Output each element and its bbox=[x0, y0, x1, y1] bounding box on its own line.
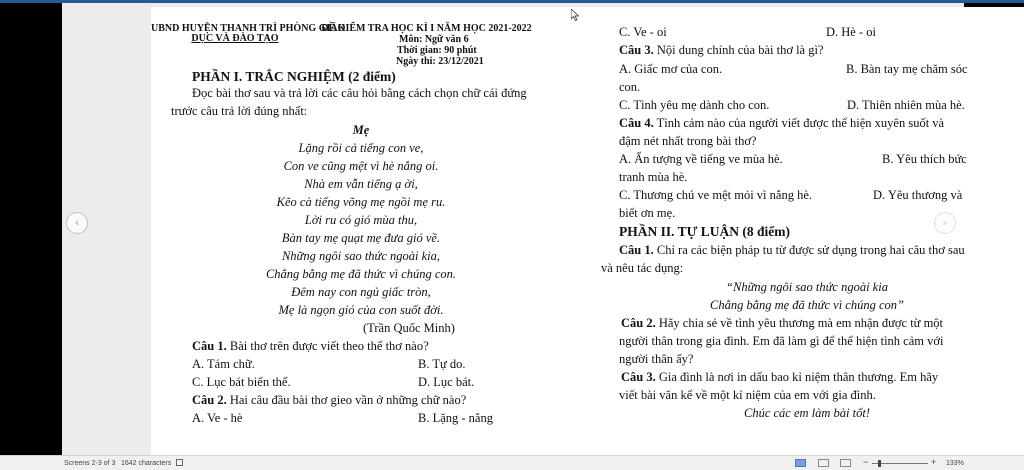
essay-3-text: Gia đình là nơi in dấu bao kỉ niệm thân thương. Em hãy bbox=[655, 370, 939, 384]
poem-line: Bàn tay mẹ quạt mẹ đưa gió về. bbox=[281, 231, 441, 245]
q3-option-d: D. Thiên nhiên mùa hè. bbox=[847, 98, 965, 112]
print-layout-icon[interactable] bbox=[818, 459, 829, 467]
q1-option-a: A. Tám chữ. bbox=[192, 357, 255, 371]
essay-3-cont: viết bài văn kể về một kỉ niệm của em với gia đình. bbox=[619, 388, 876, 402]
q4-option-c: C. Thương chú ve mệt mỏi vì nắng hè. bbox=[619, 188, 812, 202]
status-bar bbox=[0, 455, 1024, 470]
poem-line: Lặng rồi cả tiếng con ve, bbox=[298, 141, 424, 155]
mouse-cursor-icon bbox=[571, 9, 579, 21]
question-4-cont: đậm nét nhất trong bài thơ? bbox=[619, 134, 757, 148]
question-3-label: Câu 3. bbox=[619, 43, 654, 57]
poem-line: Những ngôi sao thức ngoài kia, bbox=[281, 249, 441, 263]
character-count: 1642 characters bbox=[121, 460, 172, 467]
q2-option-b: B. Lặng - nắng bbox=[418, 411, 493, 425]
poem-line: Lời ru có gió mùa thu, bbox=[304, 213, 418, 227]
header-duration: Thời gian: 90 phút bbox=[397, 45, 477, 56]
essay-1-quote-line2: Chẳng bằng mẹ đã thức vì chúng con” bbox=[710, 298, 904, 312]
proofing-icon[interactable] bbox=[176, 459, 183, 466]
essay-2 bbox=[621, 317, 943, 330]
question-3-text: Nội dung chính của bài thơ là gì? bbox=[653, 43, 824, 57]
question-3 bbox=[619, 44, 824, 57]
chevron-left-icon: ‹ bbox=[74, 216, 80, 229]
zoom-level[interactable]: 133% bbox=[946, 460, 964, 467]
question-2-text: Hai câu đầu bài thơ gieo vần ở những chữ nào? bbox=[226, 393, 467, 407]
essay-2-cont2: người thân ấy? bbox=[619, 352, 694, 366]
essay-1-cont: và nêu tác dụng: bbox=[601, 261, 684, 275]
zoom-slider-thumb[interactable] bbox=[878, 460, 881, 467]
question-1-label: Câu 1. bbox=[192, 339, 227, 353]
section2-heading: PHẦN II. TỰ LUẬN (8 điểm) bbox=[619, 224, 790, 239]
q1-option-b: B. Tự do. bbox=[418, 357, 466, 371]
poem-title: Mẹ bbox=[352, 123, 370, 137]
essay-1-label: Câu 1. bbox=[619, 243, 654, 257]
q3-option-c: C. Tình yêu mẹ dành cho con. bbox=[619, 98, 770, 112]
web-layout-icon[interactable] bbox=[840, 459, 851, 467]
q4-option-b: B. Yêu thích bức bbox=[882, 152, 967, 166]
document-page bbox=[151, 7, 1024, 457]
q3-option-b-cont: con. bbox=[619, 80, 641, 94]
poem-line: Nhà em vẫn tiếng ạ ời, bbox=[304, 177, 418, 191]
screen-count: Screens 2-3 of 3 bbox=[64, 460, 116, 467]
chevron-right-icon: › bbox=[942, 216, 948, 229]
question-1-text: Bài thơ trên được viết theo thể thơ nào? bbox=[226, 339, 429, 353]
header-school-line2: DỤC VÀ ĐÀO TẠO bbox=[191, 33, 279, 44]
q1-option-d: D. Lục bát. bbox=[418, 375, 475, 389]
instruction-line1: Đọc bài thơ sau và trả lời các câu hỏi bằng cách chọn chữ cái đứng bbox=[192, 86, 527, 100]
poem-line: Mẹ là ngọn gió của con suốt đời. bbox=[278, 303, 444, 317]
essay-3-label: Câu 3. bbox=[621, 370, 656, 384]
question-4-text: Tình cảm nào của người viết được thể hiện xuyên suốt và bbox=[653, 116, 945, 130]
zoom-in-button[interactable]: + bbox=[931, 457, 937, 467]
essay-3 bbox=[621, 371, 938, 384]
q4-option-d-cont: biết ơn mẹ. bbox=[619, 206, 676, 220]
poem-line: Con ve cũng mệt vì hè nắng oi. bbox=[283, 159, 439, 173]
question-2 bbox=[192, 394, 466, 407]
question-4 bbox=[619, 117, 944, 130]
essay-1-text: Chỉ ra các biện pháp tu từ được sử dụng trong hai câu thơ sau bbox=[653, 243, 965, 257]
closing-wish: Chúc các em làm bài tốt! bbox=[743, 406, 870, 420]
read-mode-icon[interactable] bbox=[795, 459, 806, 467]
essay-2-cont1: người thân trong gia đình. Em đã làm gì để thể hiện tình cảm với bbox=[619, 334, 944, 348]
poem-line: Chẳng bằng mẹ đã thức vì chúng con. bbox=[265, 267, 457, 281]
header-school-line1: UBND HUYỆN THANH TRÌ PHÒNG GIÁO bbox=[151, 23, 346, 34]
question-1 bbox=[192, 340, 429, 353]
header-subject: Môn: Ngữ văn 6 bbox=[399, 34, 469, 45]
essay-1 bbox=[619, 244, 965, 257]
q2-option-d: D. Hè - oi bbox=[826, 25, 876, 39]
q3-option-b: B. Bàn tay mẹ chăm sóc bbox=[846, 62, 968, 76]
header-date: Ngày thi: 23/12/2021 bbox=[396, 56, 484, 67]
poem-author: (Trần Quốc Minh) bbox=[363, 321, 455, 335]
q2-option-c: C. Ve - oi bbox=[619, 25, 667, 39]
essay-1-quote-line1: “Những ngôi sao thức ngoài kia bbox=[726, 280, 888, 294]
poem-line: Kẽo cà tiếng võng mẹ ngồi mẹ ru. bbox=[276, 195, 446, 209]
essay-2-text: Hãy chia sẻ về tình yêu thương mà em nhận được từ một bbox=[655, 316, 944, 330]
q4-option-b-cont: tranh mùa hè. bbox=[619, 170, 688, 184]
prev-page-button[interactable] bbox=[66, 212, 88, 234]
header-exam-title: ĐỀ KIỂM TRA HỌC KÌ I NĂM HỌC 2021-2022 bbox=[321, 23, 532, 34]
instruction-line2: trước câu trả lời đúng nhất: bbox=[171, 104, 308, 118]
q1-option-c: C. Lục bát biến thể. bbox=[192, 375, 291, 389]
poem-line: Đêm nay con ngủ giấc tròn, bbox=[291, 285, 431, 299]
q4-option-a: A. Ấn tượng về tiếng ve mùa hè. bbox=[619, 152, 783, 166]
q2-option-a: A. Ve - hè bbox=[192, 411, 243, 425]
essay-2-label: Câu 2. bbox=[621, 316, 656, 330]
document-viewer[interactable] bbox=[62, 3, 968, 455]
next-page-button[interactable] bbox=[934, 212, 956, 234]
q3-option-a: A. Giấc mơ của con. bbox=[619, 62, 723, 76]
question-4-label: Câu 4. bbox=[619, 116, 654, 130]
question-2-label: Câu 2. bbox=[192, 393, 227, 407]
zoom-out-button[interactable]: − bbox=[863, 457, 869, 467]
q4-option-d: D. Yêu thương và bbox=[873, 188, 963, 202]
section1-heading: PHẦN I. TRẮC NGHIỆM (2 điểm) bbox=[192, 69, 396, 84]
